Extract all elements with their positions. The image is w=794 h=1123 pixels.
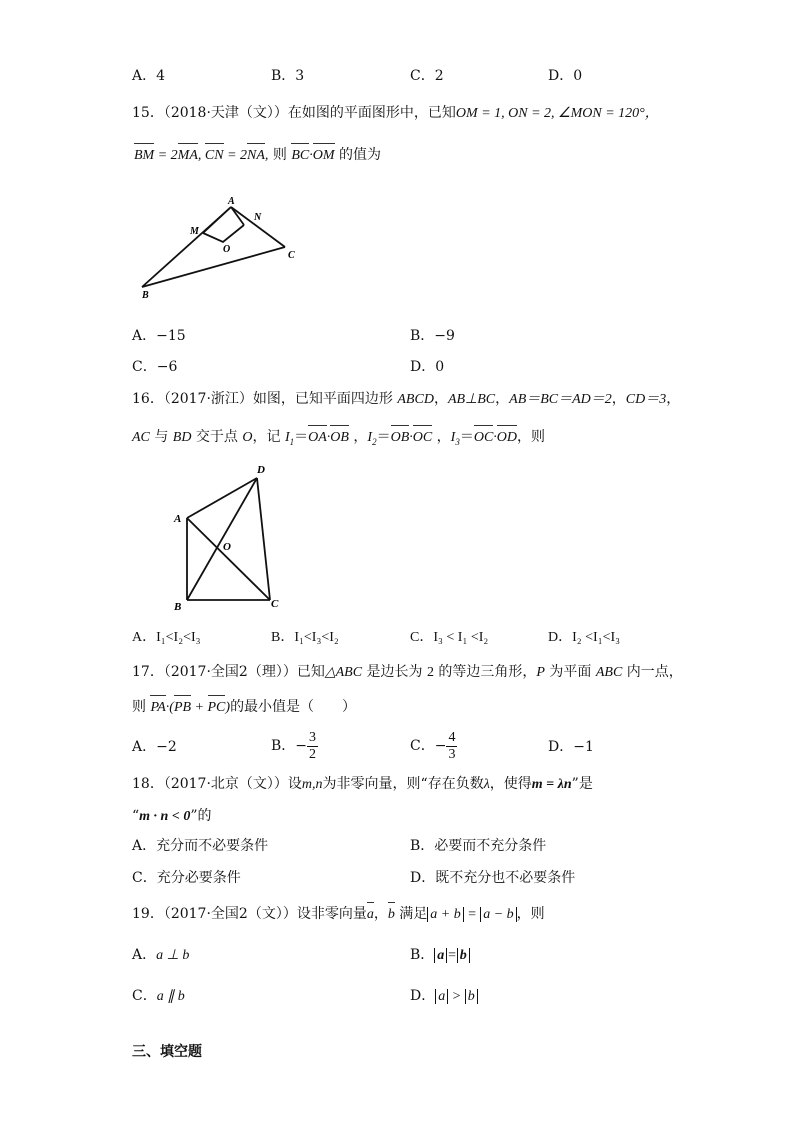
q18-stem-line1 xyxy=(132,774,593,795)
q19-option-a-prefix: A． xyxy=(132,947,157,963)
q15-label-b: B xyxy=(142,290,149,301)
q18-source: （2017·北京（文）） xyxy=(163,776,288,792)
q15-label-o: O xyxy=(223,244,231,255)
q18-text4: ”是 xyxy=(571,776,593,792)
q16-edge-cd xyxy=(257,478,270,600)
q19-stem-line1 xyxy=(132,904,545,925)
q17-option-b-fraction xyxy=(307,730,318,763)
q16-jiao: 交于点 xyxy=(191,429,243,445)
q15-eq1: = 2 xyxy=(154,148,178,163)
q17-ze: 则 xyxy=(132,699,151,715)
q16-perp: AB⊥BC xyxy=(447,392,496,407)
q17-ask: 的最小值是（ ） xyxy=(230,699,357,715)
q19-option-d xyxy=(410,986,478,1007)
q15-label-n: N xyxy=(254,212,262,223)
q15-option-a: A．−15 xyxy=(132,328,186,344)
q19-number: 19． xyxy=(132,906,164,922)
q16-sep2: ， xyxy=(432,429,451,445)
q16-option-a: A．I₁<I₂<I₃ xyxy=(132,630,201,645)
q16-i3: I xyxy=(450,430,456,445)
q18-option-c: C．充分必要条件 xyxy=(132,870,241,886)
q18-text3: ，使得 xyxy=(489,776,532,792)
q17-option-c xyxy=(410,725,457,767)
q19-eq: = xyxy=(463,907,481,922)
q17-number: 17． xyxy=(132,664,164,680)
q16-dot3: · xyxy=(493,430,497,445)
q17-option-c-prefix: C．− xyxy=(410,738,447,754)
q16-vec-oc: OC xyxy=(413,428,432,448)
q16-source: （2017·浙江） xyxy=(163,391,253,407)
q15-figure xyxy=(130,190,310,310)
q19-option-b-eq: = xyxy=(447,948,457,963)
q16-label-a: A xyxy=(174,513,182,525)
q17-two: 2 xyxy=(426,665,434,680)
q15-vec-na: NA xyxy=(247,146,265,166)
q16-i3-sub: 3 xyxy=(455,436,460,447)
q15-text: 在如图的平面图形中，已知 xyxy=(287,105,456,121)
q16-dot2: · xyxy=(409,430,413,445)
q17-vec-pa: PA xyxy=(150,698,165,718)
q15-ask: 的值为 xyxy=(334,147,381,163)
q16-label-d: D xyxy=(257,464,265,476)
q18-condition: m · n < 0 xyxy=(139,809,191,824)
q19-text2: 满足 xyxy=(394,906,428,922)
q15-option-b: B．−9 xyxy=(410,328,455,344)
q15-vec-ma: MA xyxy=(178,146,198,166)
q16-sep1: ， xyxy=(348,429,368,445)
q18-number: 18． xyxy=(132,776,164,792)
q14-option-b: B．3 xyxy=(271,68,305,84)
q16-comma3: ， xyxy=(611,391,626,407)
q17-option-a: A．−2 xyxy=(132,739,177,755)
q16-option-b: B．I₁<I₃<I₂ xyxy=(271,630,339,645)
q18-lambda: λ xyxy=(483,777,490,792)
q18-option-b: B．必要而不充分条件 xyxy=(410,838,547,854)
q16-eq1: ＝ xyxy=(294,429,309,445)
q17-plus: + xyxy=(191,700,208,715)
q15-vec-bc: BC xyxy=(291,146,309,166)
q17-option-d: D．−1 xyxy=(548,739,594,755)
q15-option-c: C．−6 xyxy=(132,359,178,375)
q15-dot: · xyxy=(309,148,313,163)
q17-vec-pb: PB xyxy=(174,698,191,718)
q16-yu: 与 xyxy=(149,429,173,445)
q15-comma2: , xyxy=(264,148,269,163)
q19-option-b xyxy=(410,945,470,966)
q16-stem-line1 xyxy=(132,389,680,410)
q18-stem-line2 xyxy=(132,806,212,827)
q16-vec-oa: OA xyxy=(308,428,327,448)
q17-abc: ABC xyxy=(595,665,623,680)
q19-option-d-gt: > xyxy=(448,989,465,1004)
q17-text3: 的等边三角形， xyxy=(433,664,537,680)
q19-option-d-right: b xyxy=(465,989,478,1004)
q16-o: O xyxy=(242,430,253,445)
q16-dot1: · xyxy=(326,430,331,445)
q14-option-a: A．4 xyxy=(132,68,166,84)
q16-comma4: ， xyxy=(666,391,681,407)
q17-paren: ·( xyxy=(165,700,174,715)
q15-comma: , xyxy=(197,148,205,163)
q15-vec-cn: CN xyxy=(205,146,224,166)
q16-ji: ，记 xyxy=(252,429,285,445)
q15-ze: 则 xyxy=(268,147,292,163)
q18-quote-close: ”的 xyxy=(190,808,212,824)
q16-bd: BD xyxy=(172,430,192,445)
q17-option-c-den: 3 xyxy=(448,746,456,762)
q15-label-m: M xyxy=(190,226,199,237)
q15-option-d: D．0 xyxy=(410,359,445,375)
q16-eq3: ＝ xyxy=(459,429,474,445)
q18-text2: 为非零向量，则“存在负数 xyxy=(322,776,484,792)
q17-option-b-prefix: B．− xyxy=(271,738,308,754)
q18-mn: m,n xyxy=(301,777,323,792)
q14-option-c: C．2 xyxy=(410,68,444,84)
q16-cd: CD＝3 xyxy=(625,392,667,407)
q16-comma2: ， xyxy=(495,391,510,407)
q16-eq: AB＝BC＝AD＝2 xyxy=(509,392,612,407)
q17-source: （2017·全国2（理）） xyxy=(163,664,297,680)
q16-vec-od: OD xyxy=(497,428,517,448)
q15-source: （2018·天津（文）） xyxy=(163,105,288,121)
q17-stem-line2 xyxy=(132,697,356,718)
q17-option-b xyxy=(271,725,318,767)
q19-option-c xyxy=(132,986,185,1007)
q17-option-c-num: 4 xyxy=(448,729,456,745)
q19-option-d-left: a xyxy=(435,989,448,1004)
q16-label-o: O xyxy=(223,541,231,553)
q16-diag-bd xyxy=(187,478,257,600)
q16-vec-ob: OB xyxy=(330,428,349,448)
q19-abs-sum: a + b xyxy=(427,907,463,922)
q19-text3: ，则 xyxy=(516,906,545,922)
q14-option-d: D．0 xyxy=(548,68,583,84)
q19-abs-diff: a − b xyxy=(480,907,516,922)
q16-i1: I xyxy=(284,430,290,445)
q15-label-a: A xyxy=(228,196,235,207)
q15-stem-line1 xyxy=(132,103,659,124)
q19-option-c-expr: a ∥ b xyxy=(156,989,185,1004)
q19-option-a-expr: a ⊥ b xyxy=(156,948,190,963)
q19-option-d-prefix: D． xyxy=(410,988,436,1004)
q19-option-b-right: b xyxy=(457,948,470,963)
section-fill-blank-heading: 三、填空题 xyxy=(132,1044,202,1060)
q16-text: 如图，已知平面四边形 xyxy=(252,391,398,407)
q19-vec-a: a xyxy=(367,905,374,925)
q16-option-d: D．I₂ <I₁<I₃ xyxy=(548,630,621,645)
q16-i2-sub: 2 xyxy=(372,436,377,447)
q16-ac: AC xyxy=(132,430,150,445)
q17-text2: 是边长为 xyxy=(362,664,427,680)
q16-vec-ob2: OB xyxy=(391,428,410,448)
q16-figure xyxy=(165,455,295,615)
q18-eq: m = λn xyxy=(531,777,572,792)
q16-eq2: ＝ xyxy=(376,429,391,445)
q15-eq2: = 2 xyxy=(223,148,248,163)
q19-vec-b: b xyxy=(388,905,395,925)
q15-condition: OM = 1, ON = 2, ∠MON = 120°， xyxy=(455,106,659,121)
q15-stem-line2 xyxy=(134,145,381,166)
q17-p: P xyxy=(536,665,545,680)
q19-option-c-prefix: C． xyxy=(132,988,157,1004)
q16-i2: I xyxy=(367,430,373,445)
q17-text1: 已知 xyxy=(296,664,325,680)
q18-quote-open: “ xyxy=(132,808,140,824)
q18-text1: 设 xyxy=(287,776,302,792)
q16-number: 16． xyxy=(132,391,164,407)
q19-source: （2017·全国2（文）） xyxy=(163,906,297,922)
q18-option-d: D．既不充分也不必要条件 xyxy=(410,870,576,886)
q18-option-a: A．充分而不必要条件 xyxy=(132,838,269,854)
q15-label-c: C xyxy=(288,250,295,261)
q19-option-b-prefix: B． xyxy=(410,947,435,963)
q16-label-c: C xyxy=(271,598,279,610)
q17-vec-pc: PC xyxy=(208,698,226,718)
q17-option-c-fraction xyxy=(446,730,457,763)
q17-close: ) xyxy=(225,700,231,715)
q19-option-b-left: a xyxy=(434,948,447,963)
q16-label-b: B xyxy=(174,601,182,613)
q15-edge-ma xyxy=(203,207,231,233)
q17-option-b-num: 3 xyxy=(309,729,317,745)
q17-text4: 为平面 xyxy=(544,664,596,680)
q17-stem-line1 xyxy=(132,662,683,683)
q15-vec-bm: BM xyxy=(134,146,154,166)
q15-number: 15． xyxy=(132,105,164,121)
q19-option-a xyxy=(132,945,189,966)
q16-comma1: ， xyxy=(433,391,448,407)
q16-abcd: ABCD xyxy=(397,392,434,407)
q15-vec-om: OM xyxy=(313,146,335,166)
q16-stem-line2 xyxy=(132,427,545,452)
q19-text1: 设非零向量 xyxy=(296,906,367,922)
q17-triangle: △ABC xyxy=(324,665,363,680)
q16-vec-oc2: OC xyxy=(474,428,493,448)
q16-end: ，则 xyxy=(517,429,546,445)
q16-i1-sub: 1 xyxy=(289,436,295,447)
q17-option-b-den: 2 xyxy=(309,746,317,762)
q16-option-c: C．I₃ < I₁ <I₂ xyxy=(410,630,489,645)
q16-diag-ac xyxy=(187,518,270,600)
q19-sep: ， xyxy=(373,906,388,922)
q17-text5: 内一点， xyxy=(622,664,683,680)
